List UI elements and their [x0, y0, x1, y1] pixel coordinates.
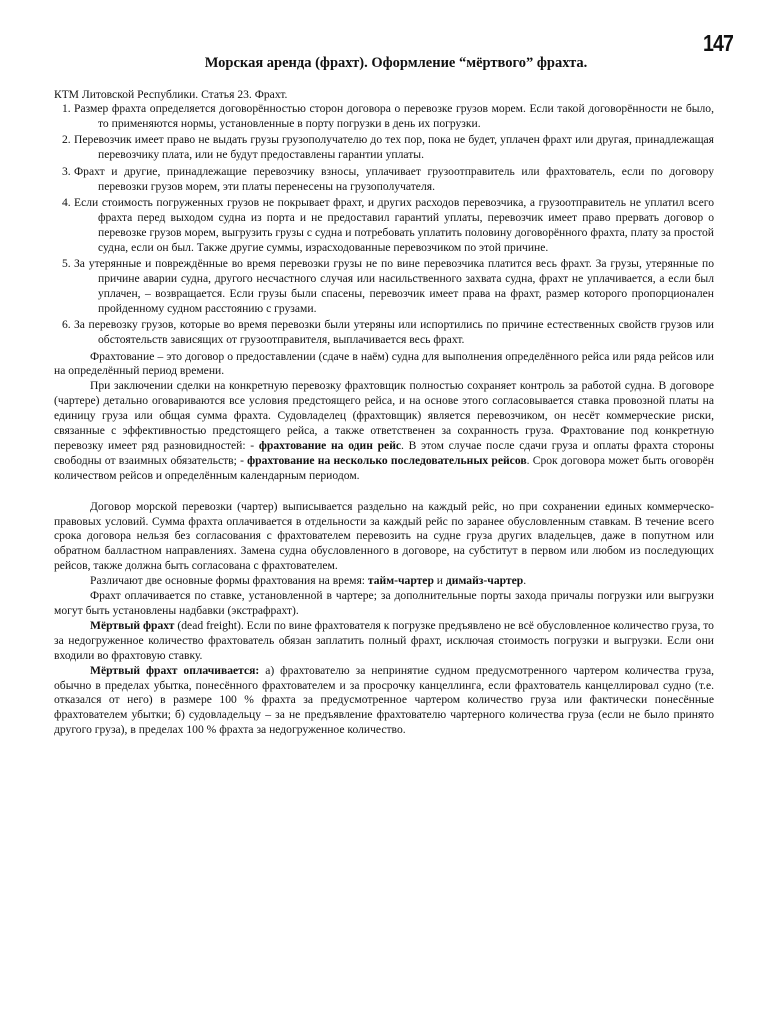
article-text: Перевозчик имеет право не выдать грузы грузополучателю до тех пор, пока не будет, уплачен фрахт или другая, принадлежащая перевозчику плата, или не будут предоставлены гарантии уплаты. — [74, 133, 714, 162]
article-item — [54, 165, 714, 195]
term-single-voyage: фрахтование на один рейс — [258, 438, 402, 452]
article-text: За утерянные и повреждённые во время перевозки грузы не по вине перевозчика платится весь фрахт. За грузы, утерянные по причине аварии судна, другого несчастного случая или насильственного захвата судна, фрахт не уплачивается, а если был уплачен, – возвращается. Если грузы были спасены, перевозчик имеет права на фрахт, размер которого пропорционален пройденному судном расстоянию с грузами. — [74, 257, 714, 315]
paragraph-freight-payment: Фрахт оплачивается по ставке, установленной в чартере; за дополнительные порты захода причалы погрузки или выгрузки могут быть установлены надбавки (экстрафрахт). — [54, 589, 714, 617]
document-body — [54, 55, 714, 738]
source-reference: КТМ Литовской Республики. Статья 23. Фрахт. — [54, 88, 288, 101]
term-dead-freight: Мёртвый фрахт — [90, 618, 175, 632]
article-item — [54, 102, 714, 132]
paragraph-dead-freight-payment: Мёртвый фрахт оплачивается: а) фрахтователю за непринятие судном предусмотренного чартером количества груза, обычно в пределах убытка, понесённого фрахтователем и за просрочку канцеллинга, если фрахтователь канцеллировал судно (т.е. отказался от него) в размере 100 % фрахта за предусмотренное чартером количество груза или фактически понесённые фрахтователем убытки; б) судовладельцу – за не предъявление фрахтователю чартерного количества груза (если не было принято другого груза), в пределах 100 % фрахта за недогруженное количество. — [54, 663, 714, 737]
paragraph-chartering-definition: Фрахтование – это договор о предоставлении (сдаче в наём) судна для выполнения определённого рейса или ряда рейсов или на определённый период времени. — [54, 349, 714, 378]
paragraph-charter-contract: Договор морской перевозки (чартер) выписывается раздельно на каждый рейс, но при сохранении единых коммерческо-правовых условий. Сумма фрахта оплачивается в отдельности за каждый рейс по заранее обусловленным ставкам. В течение всего срока договора нельзя без согласования с фрахтователем перевозить на судне груза других владельцев, даже в попутном или обратном балластном направлениях. Замена судна обусловленного в договоре, на субститут в первом или любом из последующих рейсов, также должна быть согласована с фрахтователем. — [54, 499, 714, 573]
paragraph-voyage-chartering: При заключении сделки на конкретную перевозку фрахтовщик полностью сохраняет контроль за работой судна. В договоре (чартере) детально оговариваются все условия предстоящего рейса, и на основе этого согласовывается ставка провозной платы на единицу груза или общая сумма фрахта. Судовладелец (фрахтовщик) является перевозчиком, он несёт коммерческие риски, связанные с эффективностью предстоящего рейса, а также ответственен за сохранность груза. Фрахтование под конкретную перевозку имеет ряд разновидностей: - фрахтование на один рейс. В этом случае после сдачи груза и оплаты фрахта стороны свободны от взаимных обязательств; - фрахтование на несколько последовательных рейсов. Срок договора может быть оговорён количеством рейсов и определённым календарным периодом. — [54, 379, 714, 482]
page-title: Морская аренда (фрахт). Оформление “мёртвого” фрахта. — [204, 55, 588, 71]
term-dead-freight-paid: Мёртвый фрахт оплачивается: — [90, 663, 260, 677]
article-number: 2. — [62, 133, 71, 147]
term-consecutive-voyages: фрахтование на несколько последовательных рейсов — [247, 453, 527, 467]
term-time-charter: тайм-чартер — [367, 574, 434, 588]
article-item — [54, 196, 714, 256]
article-number: 5. — [62, 257, 71, 271]
article-item — [54, 133, 714, 163]
paragraph-dead-freight: Мёртвый фрахт (dead freight). Если по вине фрахтователя к погрузке предъявлено не всё обусловленное количество груза, то за недогруженное количество фрахтователь обязан заплатить полный фрахт, исключая стоимость погрузки и выгрузки. Если они входили во фрахтовую ставку. — [54, 618, 714, 662]
article-item — [54, 318, 714, 348]
article-text: Фрахт и другие, принадлежащие перевозчику взносы, уплачивает грузоотправитель или фрахтователь, если по договору перевозки грузов морем, эти платы перенесены на грузополучателя. — [74, 164, 714, 193]
article-text: Если стоимость погруженных грузов не покрывает фрахт, и других расходов перевозчика, а грузоотправитель не уплатил всего фрахта перед выходом судна из порта и не предоставил гарантий уплаты, перевозчик имеет право прервать договор о перевозке грузов морем, выгрузить грузы с судна и потребовать уплатить половину договорённого фрахта, плату за простой судна, если он был. Также другие суммы, израсходованные перевозчиком по этой причине. — [74, 195, 714, 254]
page-number: 147 — [703, 30, 734, 56]
article-number: 1. — [62, 102, 71, 115]
article-item — [54, 257, 714, 317]
article-number: 4. — [62, 195, 71, 209]
article-number: 3. — [62, 164, 71, 178]
term-demise-charter: димайз-чартер — [445, 574, 524, 588]
article-list — [54, 102, 714, 348]
article-text: Размер фрахта определяется договорённостью сторон договора о перевозке грузов морем. Если такой договорённости не было, то применяются нормы, установленные в порту погрузки в день их погрузки. — [74, 102, 714, 130]
paragraph-time-charter-forms: Различают две основные формы фрахтования на время: тайм-чартер и димайз-чартер. — [90, 574, 527, 588]
article-number: 6. — [62, 318, 71, 332]
article-text: За перевозку грузов, которые во время перевозки были утеряны или испортились по причине естественных свойств грузов или обстоятельств зависящих от грузоотправителя, выплачивается весь фрахт. — [74, 318, 714, 347]
